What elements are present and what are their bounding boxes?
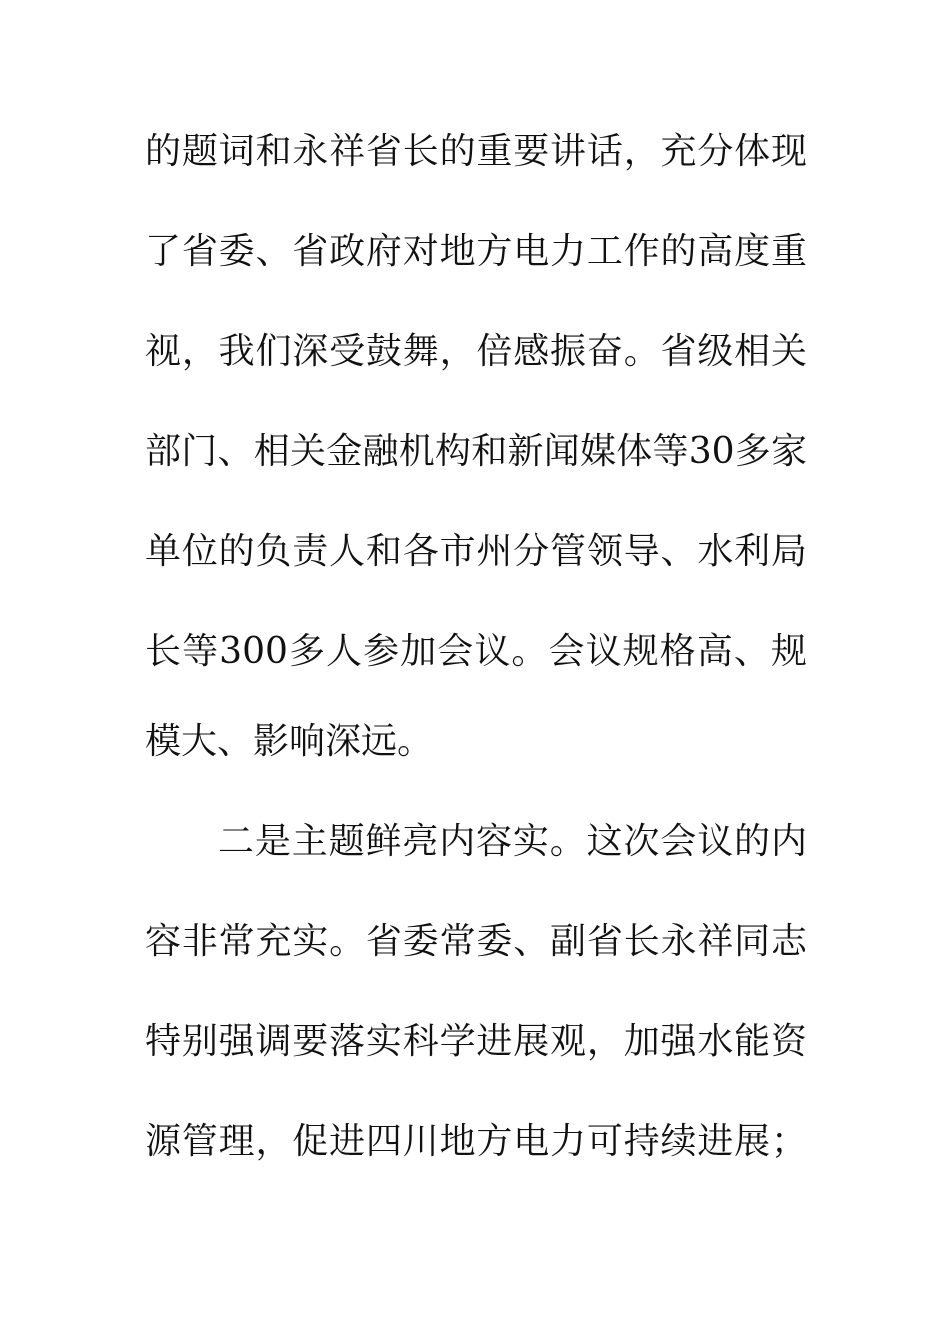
paragraph-line-4: 部门、相关金融机构和新闻媒体等30多家 (145, 431, 807, 472)
paragraph-line-8: 二是主题鲜亮内容实。这次会议的内 (218, 821, 807, 862)
paragraph-line-2: 了省委、省政府对地方电力工作的高度重 (145, 231, 807, 272)
paragraph-line-7: 模大、影响深远。 (145, 721, 434, 762)
paragraph-line-6: 长等300多人参加会议。会议规格高、规 (145, 631, 807, 672)
paragraph-line-9: 容非常充实。省委常委、副省长永祥同志 (145, 921, 807, 962)
paragraph-line-11: 源管理，促进四川地方电力可持续进展； (145, 1121, 807, 1162)
paragraph-line-1: 的题词和永祥省长的重要讲话，充分体现 (145, 131, 807, 172)
paragraph-line-5: 单位的负责人和各市州分管领导、水利局 (145, 531, 807, 572)
paragraph-line-3: 视，我们深受鼓舞，倍感振奋。省级相关 (145, 331, 807, 372)
paragraph-line-10: 特别强调要落实科学进展观，加强水能资 (145, 1021, 807, 1062)
